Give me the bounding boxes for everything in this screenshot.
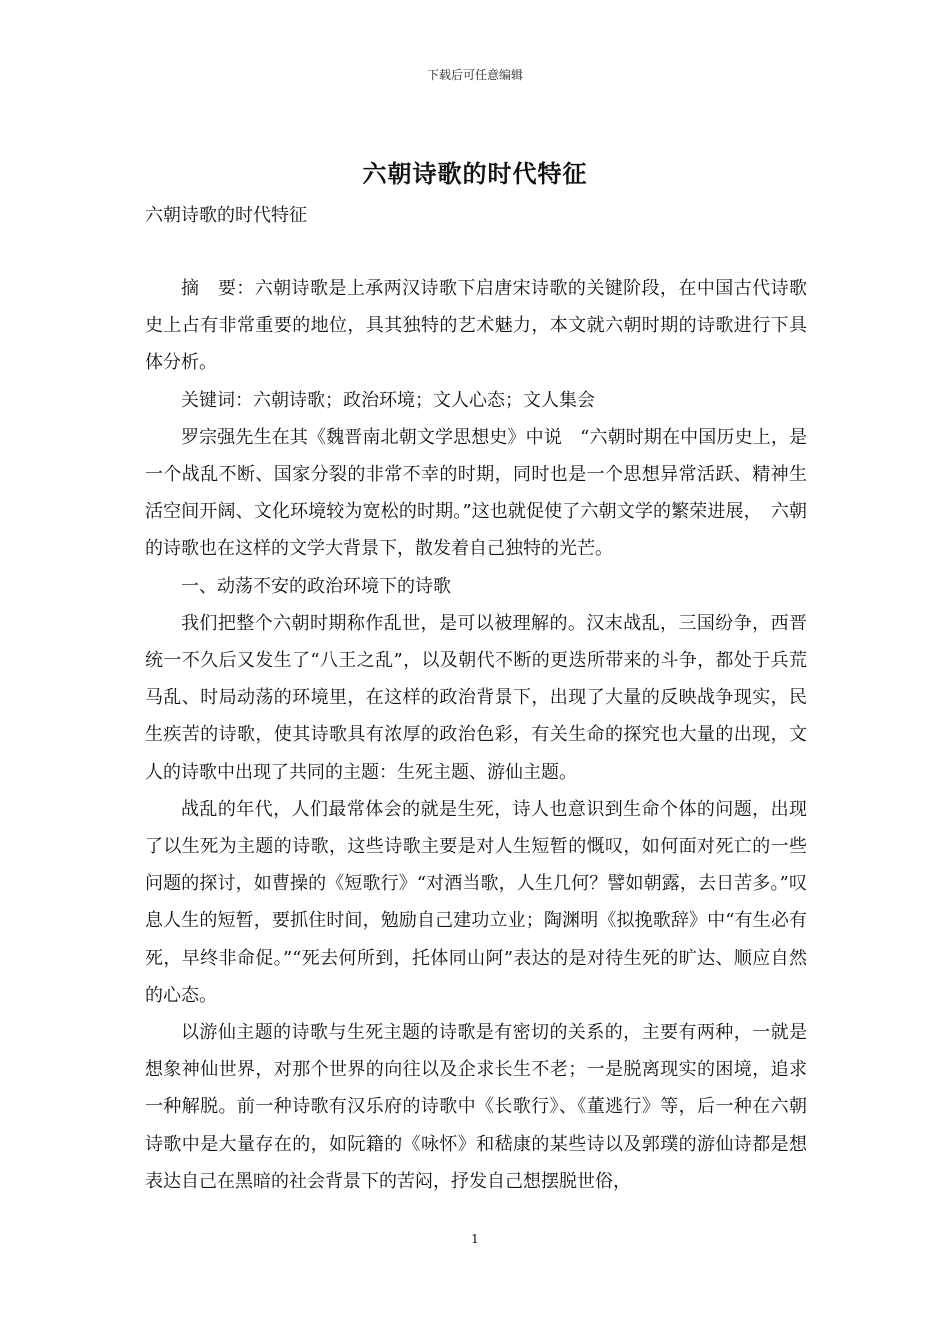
section-heading: 一、动荡不安的政治环境下的诗歌 [181,575,451,597]
abstract-paragraph: 摘 要：六朝诗歌是上承两汉诗歌下启唐宋诗歌的关键阶段，在中国古代诗歌史上占有非常重要的地位，具其独特的艺术魅力，本文就六朝时期的诗歌进行下具体分析。 [145,278,807,374]
document-subtitle: 六朝诗歌的时代特征 [145,205,307,226]
document-body [145,270,807,1200]
keywords-paragraph: 关键词：六朝诗歌；政治环境；文人心态；文人集会 [181,389,595,411]
page-number: 1 [471,1232,479,1246]
page-header-note: 下载后可任意编辑 [426,68,523,82]
body-paragraph: 我们把整个六朝时期称作乱世，是可以被理解的。汉末战乱，三国纷争，西晋统一不久后又发生了“八王之乱”，以及朝代不断的更迭所带来的斗争，都处于兵荒马乱、时局动荡的环境里，在这样的政治背景下，出现了大量的反映战争现实，民生疾苦的诗歌，使其诗歌具有浓厚的政治色彩，有关生命的探究也大量的出现，文人的诗歌中出现了共同的主题：生死主题、游仙主题。 [145,612,807,783]
document-title: 六朝诗歌的时代特征 [362,159,588,188]
body-paragraph: 罗宗强先生在其《魏晋南北朝文学思想史》中说 “六朝时期在中国历史上，是一个战乱不断、国家分裂的非常不幸的时期，同时也是一个思想异常活跃、精神生活空间开阔、文化环境较为宽松的时期。”这也就促使了六朝文学的繁荣进展， 六朝的诗歌也在这样的文学大背景下，散发着自己独特的光芒。 [145,426,807,560]
body-paragraph: 战乱的年代，人们最常体会的就是生死，诗人也意识到生命个体的问题，出现了以生死为主题的诗歌，这些诗歌主要是对人生短暂的慨叹，如何面对死亡的一些问题的探讨，如曹操的《短歌行》“对酒当歌，人生几何？譬如朝露，去日苦多。”叹息人生的短暂，要抓住时间，勉励自己建功立业；陶渊明《拟挽歌辞》中“有生必有死，早终非命促。”“死去何所到，托体同山阿”表达的是对待生死的旷达、顺应自然的心态。 [145,798,807,1006]
body-paragraph: 以游仙主题的诗歌与生死主题的诗歌是有密切的关系的，主要有两种，一就是想象神仙世界，对那个世界的向往以及企求长生不老；一是脱离现实的困境，追求一种解脱。前一种诗歌有汉乐府的诗歌中《长歌行》、《董逃行》等，后一种在六朝诗歌中是大量存在的，如阮籍的《咏怀》和嵇康的某些诗以及郭璞的游仙诗都是想表达自己在黑暗的社会背景下的苦闷，抒发自己想摆脱世俗， [145,1022,807,1192]
